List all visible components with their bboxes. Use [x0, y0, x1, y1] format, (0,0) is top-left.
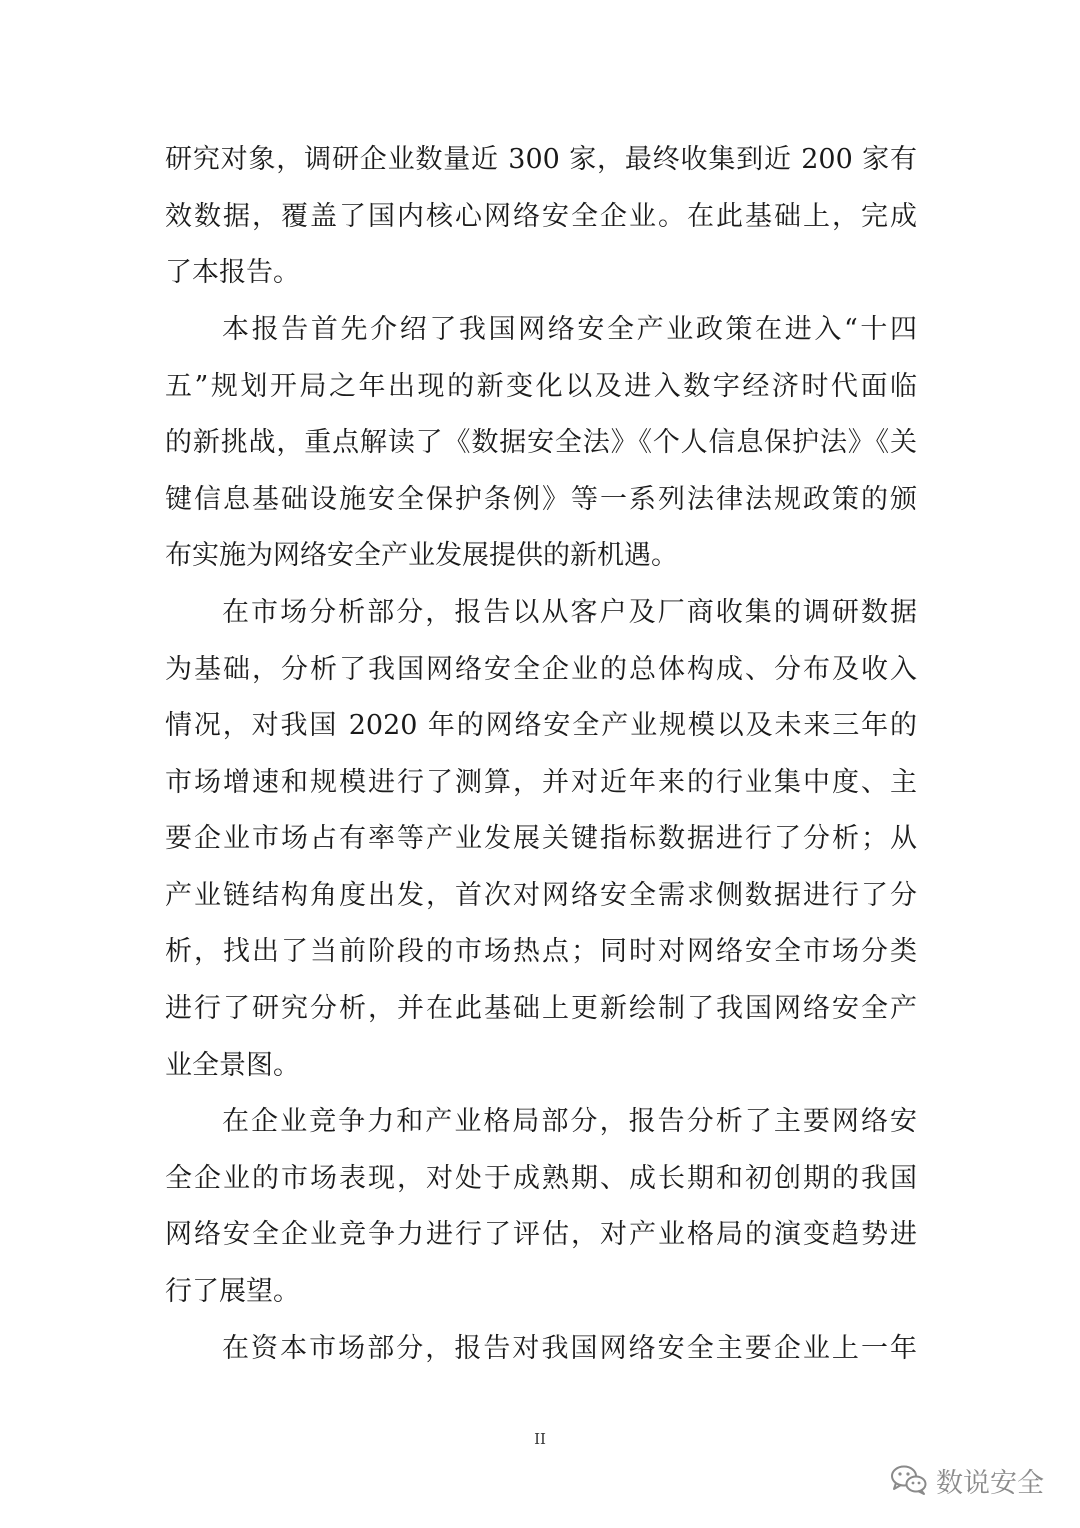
watermark	[890, 1458, 1044, 1502]
body-line: 布实施为网络安全产业发展提供的新机遇。	[165, 540, 678, 571]
body-line: 在市场分析部分，报告以从客户及厂商收集的调研数据	[222, 597, 917, 628]
body-line: 五”规划开局之年出现的新变化以及进入数字经济时代面临	[165, 371, 917, 402]
body-line: 的新挑战，重点解读了《数据安全法》《个人信息保护法》《关	[165, 427, 917, 458]
watermark-text: 数说安全	[936, 1467, 1044, 1499]
body-line: 效数据，覆盖了国内核心网络安全企业。在此基础上，完成	[165, 201, 917, 232]
body-line: 要企业市场占有率等产业发展关键指标数据进行了分析；从	[165, 823, 917, 854]
body-line: 析，找出了当前阶段的市场热点；同时对网络安全市场分类	[165, 936, 917, 967]
body-line: 进行了研究分析，并在此基础上更新绘制了我国网络安全产	[165, 993, 917, 1024]
body-line: 为基础，分析了我国网络安全企业的总体构成、分布及收入	[165, 654, 917, 685]
body-line: 市场增速和规模进行了测算，并对近年来的行业集中度、主	[165, 767, 917, 798]
body-line: 研究对象，调研企业数量近 300 家，最终收集到近 200 家有	[165, 144, 917, 175]
body-line: 全企业的市场表现，对处于成熟期、成长期和初创期的我国	[165, 1163, 917, 1194]
body-line: 产业链结构角度出发，首次对网络安全需求侧数据进行了分	[165, 880, 917, 911]
body-line: 在资本市场部分，报告对我国网络安全主要企业上一年	[222, 1333, 917, 1364]
body-line: 情况，对我国 2020 年的网络安全产业规模以及未来三年的	[165, 710, 917, 741]
body-line: 了本报告。	[165, 257, 300, 288]
body-line: 键信息基础设施安全保护条例》等一系列法律法规政策的颁	[165, 484, 917, 515]
body-line: 行了展望。	[165, 1276, 300, 1307]
body-line: 网络安全企业竞争力进行了评估，对产业格局的演变趋势进	[165, 1219, 917, 1250]
wechat-icon	[890, 1464, 928, 1496]
body-line: 在企业竞争力和产业格局部分，报告分析了主要网络安	[222, 1106, 917, 1137]
body-line: 业全景图。	[165, 1050, 300, 1081]
page-number: II	[534, 1430, 546, 1448]
body-line: 本报告首先介绍了我国网络安全产业政策在进入“十四	[222, 314, 917, 345]
